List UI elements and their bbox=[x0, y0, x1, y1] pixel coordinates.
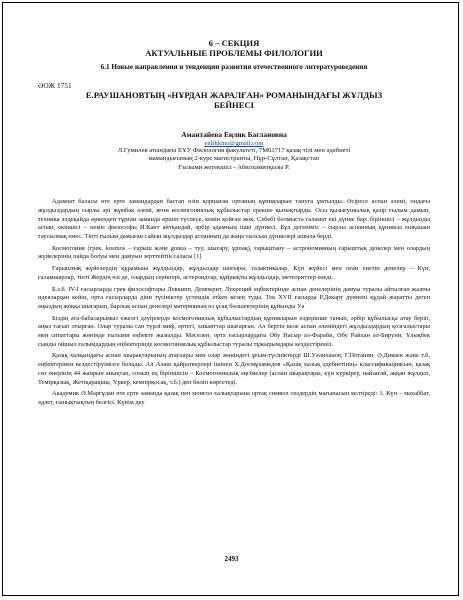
body-paragraph: Академик Ә.Марғұлан өте ерте заманда қазақ пен монғол халықтарына ортақ символ сөздердің мағынасын келтіреді: 1. Күн – махаббат, әдлет, ғашықтықтың белгісі. Күнім деу bbox=[38, 390, 430, 406]
body-paragraph: Ғарыштық жүйелердің құрамына жұлдыздар, жұлдыздар шоғыры, галактикалар, Күн жүйесі мен оған енетін денелер – Күн, ғаламшарлар, тіпті Жердің өзі де, олардың серіктері, астероидтар, құйрықты жұлдыздар, метеориттер енеді. bbox=[38, 265, 430, 281]
author-email-link[interactable]: enlikkino@gmail.com bbox=[204, 140, 264, 147]
affiliation-line1: Л.Гумилев атындағы ЕҰУ Филология факультеті, 7М01717 қазақ тілі мен әдебиеті bbox=[117, 147, 351, 154]
affiliation-line2: мамандығының 2-курс магистранты, Нұр-Сұлтан, Қазақстан bbox=[148, 155, 320, 163]
page-content bbox=[38, 38, 430, 411]
article-body bbox=[38, 198, 430, 407]
article-title-line2: БЕЙНЕСІ bbox=[213, 100, 255, 110]
body-paragraph: Адамзат баласы өте ерте замандардан бастап өзін қоршаған ортаның құпияларын тануға ұмтылды. Әсіресе аспан әлемі, ондағы жұлдыздардың сырлы әрі жұмбақ әлемі, яғни космогониялық құбылыстар ерекше қызықтырды. Осы қызығушылық қазір ғылым дамып, техника әлдеқайда өркендеп тұрған заманда өршіп түспесе, кемін қойған жоқ. Себебі болмыста ғаламат екі дүние бар: біріншісі – жұлдызды аспан, екіншісі – неміс философы И.Кант айтқандай, әрбір адамның ішкі дүниесі. Бұл дегеніміз – сырлы аспанның құпиясы ешқашан таусылмақ емес. Тіпті ғылым дамыған сайын жұлдыздар аспанның да жаңа тылсым дүниелері ашыла берді. bbox=[38, 198, 430, 241]
section-title: АКТУАЛЬНЫЕ ПРОБЛЕМЫ ФИЛОЛОГИИ bbox=[145, 48, 323, 58]
udk-code: ӘОЖ 1751 bbox=[38, 81, 72, 90]
body-paragraph: Қазақ халқындағы аспан шырақтарының атаулары мен олар жөніндегі ұғым-түсініктерді Ш.Уәлиханов, Г.Потанин, Ә.Диваев және т.б. еңбектерінен кездестіруімізге болады. Ал Алаш қайраткерлері ішінен Х.Досмұхамедов «Қазақ халық әдебиетінің» классификациясын, қазақ сөз өнерінің 44 жанрын анықтап, соның ең біріншісін – Космогониялық әңгімелер (аспан шырақтары, күн күркіреу, найзағай, аққан жұлдыз, Темірқазық, Жетіқарақшы, Үркер, кемпірқосақ, т.б.) деп бөліп көрсетеді. bbox=[38, 352, 430, 386]
body-paragraph: Космогония (грек. kosmos – ғарыш және gonea – туу, шығару, ұрпақ), ғарыштану – астрономияның ғарыштық денелер мен олардың жүйелерінің пайда болуы мен дамуын зерттейтін саласы [1] bbox=[38, 244, 430, 261]
body-paragraph: Б.з.б. IV-I ғасырларда грек философтары Левкипп, Демокрит, Лукреций еңбектерінде аспан денелерінің дамуы туралы айтылған жалпы идеялардан кейін, орта ғасырларда діни түсініктер үстемдік етken кезең туды. Тек XVII ғасырда Р.Декарт дүниені құдай жаратты деген аңыздың жоққа шығарып, барлық аспан денелері материяның өз ұсақ бөлшектерінің құйынды Уа bbox=[38, 285, 430, 310]
affiliation-line3: Ғылыми жетекшісі - Абилхамитқызы Р. bbox=[178, 163, 290, 171]
subsection-title: 6.1 Новые направления и тенденции развития отечественного литературоведения bbox=[100, 63, 368, 71]
author-name: Амантайева Еңлик Баглановна bbox=[181, 130, 287, 139]
section-number: 6 – СЕКЦИЯ bbox=[208, 38, 260, 48]
body-paragraph: Біздің ата-бабаларымыз ежелгі дәуірлерде космогониялық құбылыстардың құпияларын өздерінше танып, әрбір құбылысқа атау беріп, аңыз тағып отырған. Олар туралы сан түрлі миф, ертегі, хикаяттар шығарған. Ал бертін келе аспан әлеміндегі жұлдыздардың қозғалыстары мен сипаттары жөнінде ғылыми еңбекте жазылды. Мәселен, орта ғасырлардағы Әбу Насыр әл-Фараби, Әбу Райхан әл-Бируни, Ұлықбек сынды ойшыл ғалымдардың еңбектерінде космогониялық құбылыстар туралы тұжырымдары кездестіреміз. bbox=[38, 314, 430, 348]
page-number: 2493 bbox=[224, 555, 239, 563]
article-title-line1: Е.РАУШАНОВТЫҢ «НҰРДАН ЖАРАЛҒАН» РОМАНЫНДАҒЫ ЖҰЛДЫЗ bbox=[85, 90, 383, 100]
